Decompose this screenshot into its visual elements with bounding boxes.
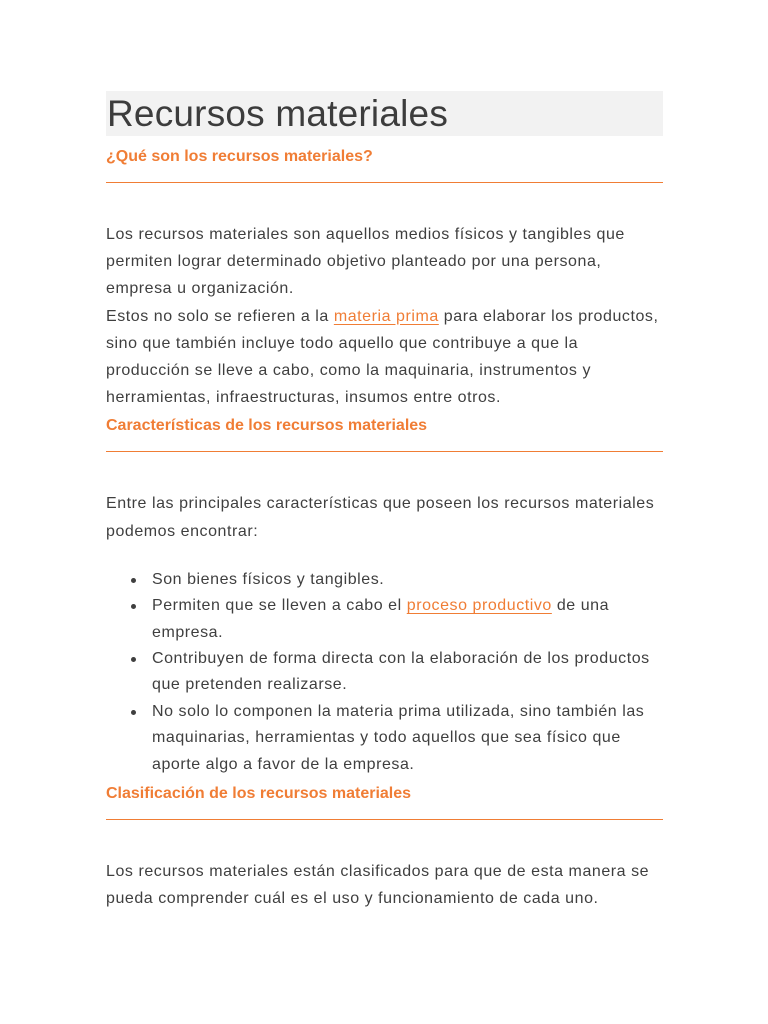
- definition-paragraph: [106, 221, 663, 411]
- list-item: [106, 699, 663, 778]
- section-divider: [106, 451, 663, 452]
- section-heading-classification: Clasificación de los recursos materiales: [106, 785, 412, 803]
- definition-text-2-before: Estos no solo se refieren a la: [106, 307, 334, 325]
- list-item-text: Contribuyen de forma directa con la elaboración de los productos que pretenden realizarse.: [152, 650, 650, 694]
- list-item: [106, 567, 663, 593]
- list-item-text-after: de una empresa.: [152, 597, 610, 641]
- characteristics-intro: Entre las principales características que poseen los recursos materiales podemos encontrar:: [106, 495, 655, 540]
- section-divider: [106, 182, 663, 183]
- list-item-text: No solo lo componen la materia prima utilizada, sino también las maquinarias, herramientas y todo aquellos que sea físico que aporte algo a favor de la empresa.: [152, 702, 645, 773]
- article-body: [106, 91, 663, 912]
- bullet-icon: [131, 578, 136, 583]
- page-title: Recursos materiales: [107, 93, 449, 134]
- definition-text-2-after: para elaborar los productos, sino que también incluye todo aquello que contribuye a que la producción se lleve a cabo, como la maquinaria, instrumentos y herramientas, infraestructuras, insumos entre otros.: [106, 307, 659, 407]
- list-item-text: Son bienes físicos y tangibles.: [152, 570, 385, 588]
- bullet-icon: [131, 657, 136, 662]
- bullet-icon: [131, 710, 136, 715]
- list-item: [106, 593, 663, 646]
- section-heading-what-are: ¿Qué son los recursos materiales?: [106, 148, 373, 165]
- proceso-productivo-link[interactable]: proceso productivo: [406, 597, 552, 615]
- title-bar: [106, 91, 663, 136]
- list-item: [106, 646, 663, 699]
- bullet-icon: [131, 604, 136, 609]
- characteristics-list: [106, 567, 663, 778]
- classification-paragraph: Los recursos materiales están clasificados para que de esta manera se pueda comprender cuál es el uso y funcionamiento de cada uno.: [106, 863, 650, 908]
- section-divider: [106, 819, 663, 820]
- materia-prima-link[interactable]: materia prima: [333, 307, 439, 325]
- definition-text: Los recursos materiales son aquellos medios físicos y tangibles que permiten lograr determinado objetivo planteado por una persona, empresa u organización.: [106, 226, 625, 298]
- list-item-text-before: Permiten que se lleven a cabo el: [152, 597, 407, 615]
- section-heading-characteristics: Características de los recursos materiales: [106, 417, 428, 435]
